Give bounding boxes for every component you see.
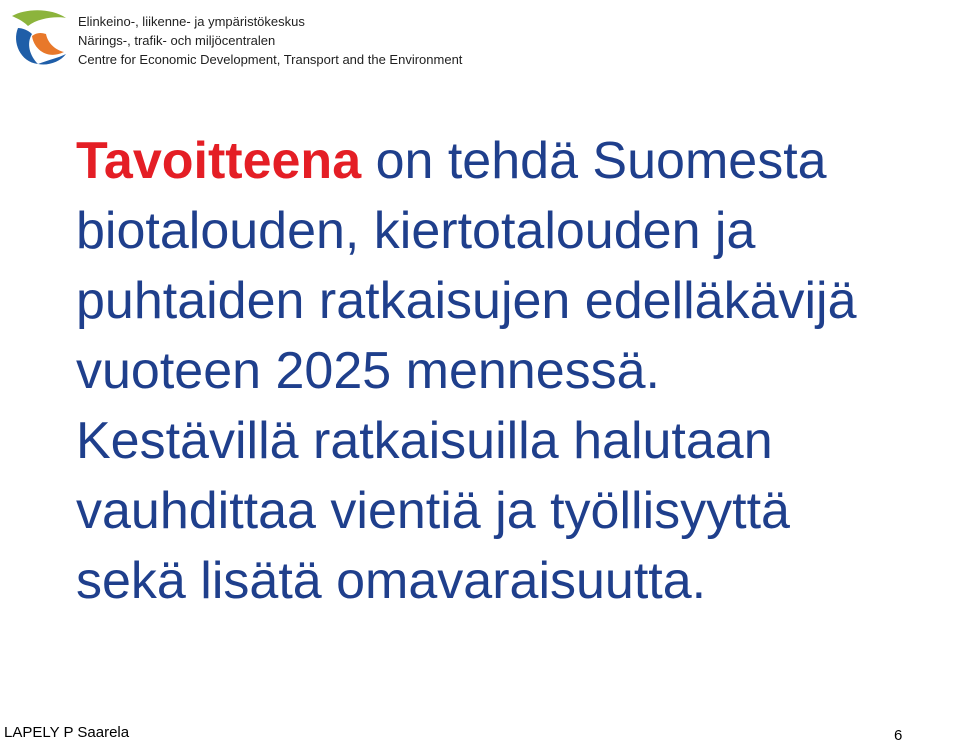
header <box>8 6 462 72</box>
ely-centre-logo-icon <box>8 6 70 68</box>
org-name-swedish: Närings-, trafik- och miljöcentralen <box>78 33 276 48</box>
text-line-6: vauhdittaa vientiä ja työllisyyttä <box>76 482 790 540</box>
organization-names <box>78 6 462 69</box>
page-number: 6 <box>894 727 903 744</box>
org-name-finnish: Elinkeino-, liikenne- ja ympäristökeskus <box>78 14 305 29</box>
text-line-1-rest: on tehdä Suomesta <box>361 132 827 190</box>
slide-body-text <box>76 126 956 616</box>
text-line-7: sekä lisätä omavaraisuutta. <box>76 552 707 610</box>
text-line-1 <box>76 126 956 196</box>
text-line-5: Kestävillä ratkaisuilla halutaan <box>76 412 773 470</box>
text-line-2: biotalouden, kiertotalouden ja <box>76 202 756 260</box>
footer-author: LAPELY P Saarela <box>4 724 130 741</box>
highlight-word: Tavoitteena <box>76 132 362 190</box>
text-line-4: vuoteen 2025 mennessä. <box>76 342 660 400</box>
org-name-english: Centre for Economic Development, Transport and the Environment <box>78 52 463 67</box>
text-line-3: puhtaiden ratkaisujen edelläkävijä <box>76 272 857 330</box>
